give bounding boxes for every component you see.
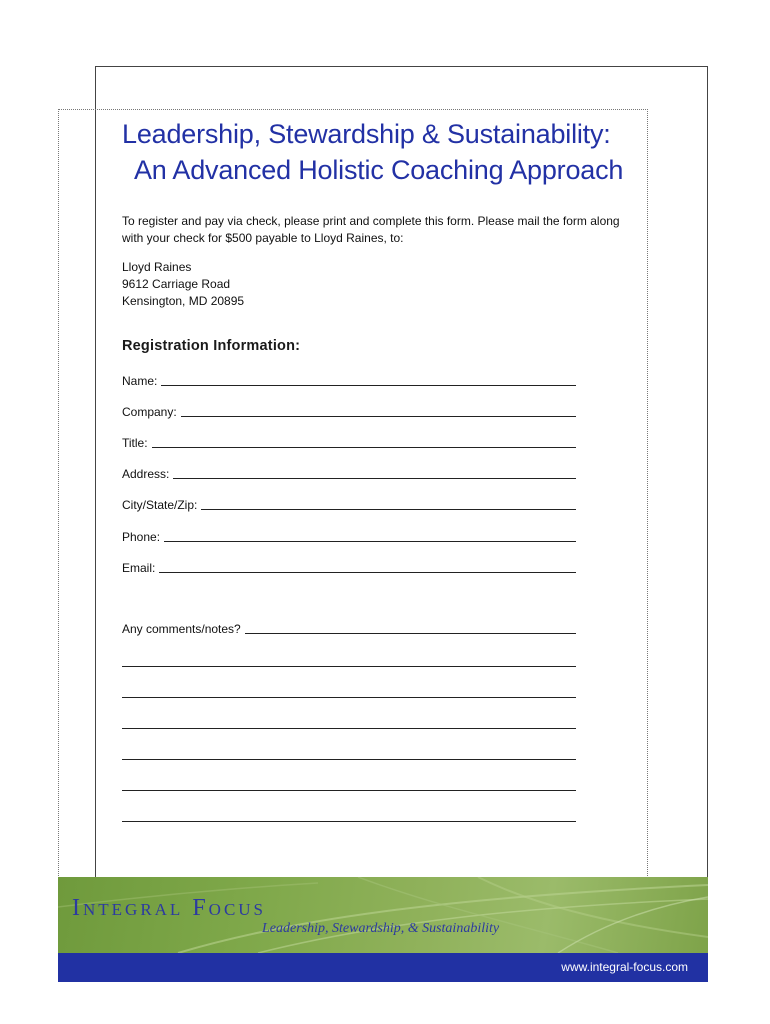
phone-line[interactable]: [164, 541, 576, 542]
address-street: 9612 Carriage Road: [122, 277, 231, 291]
address-line[interactable]: [173, 478, 576, 479]
brand-tagline: Leadership, Stewardship, & Sustainability: [262, 921, 500, 936]
email-label: Email:: [122, 561, 156, 575]
comments-line[interactable]: [245, 633, 576, 634]
comments-line-5[interactable]: [122, 759, 576, 760]
name-label: Name:: [122, 374, 158, 388]
company-line[interactable]: [181, 416, 576, 417]
name-field[interactable]: [122, 370, 576, 388]
intro-paragraph: To register and pay via check, please print and complete this form. Please mail the form along with your check for $500 payable to Lloyd Raines, to:: [122, 214, 620, 245]
name-line[interactable]: [161, 385, 576, 386]
comments-line-2[interactable]: [122, 666, 576, 667]
page-title: [122, 116, 652, 188]
address-label: Address:: [122, 467, 170, 481]
phone-field[interactable]: [122, 526, 576, 544]
company-field[interactable]: [122, 401, 576, 419]
title-label: Title:: [122, 436, 148, 450]
mailing-address: [122, 259, 244, 310]
address-name: Lloyd Raines: [122, 260, 192, 274]
company-label: Company:: [122, 405, 177, 419]
city-state-zip-field[interactable]: [122, 494, 576, 512]
address-field[interactable]: [122, 463, 576, 481]
registration-heading: Registration Information:: [122, 338, 301, 354]
brand-logo-text: Integral Focus: [72, 895, 267, 921]
email-field[interactable]: [122, 557, 576, 575]
title-field[interactable]: [122, 432, 576, 450]
website-link[interactable]: www.integral-focus.com: [561, 960, 688, 974]
title-line[interactable]: [152, 447, 576, 448]
title-line-1: Leadership, Stewardship & Sustainability:: [122, 119, 611, 149]
comments-line-7[interactable]: [122, 821, 576, 822]
footer-bar: [58, 953, 708, 982]
comments-line-6[interactable]: [122, 790, 576, 791]
email-line[interactable]: [159, 572, 576, 573]
phone-label: Phone:: [122, 530, 161, 544]
comments-line-3[interactable]: [122, 697, 576, 698]
brand-banner: [58, 877, 708, 953]
city-state-zip-line[interactable]: [201, 509, 576, 510]
address-city: Kensington, MD 20895: [122, 294, 245, 308]
comments-line-4[interactable]: [122, 728, 576, 729]
comments-label: Any comments/notes?: [122, 622, 241, 636]
city-state-zip-label: City/State/Zip:: [122, 498, 198, 512]
comments-field[interactable]: [122, 618, 576, 636]
title-line-2: An Advanced Holistic Coaching Approach: [134, 155, 624, 185]
